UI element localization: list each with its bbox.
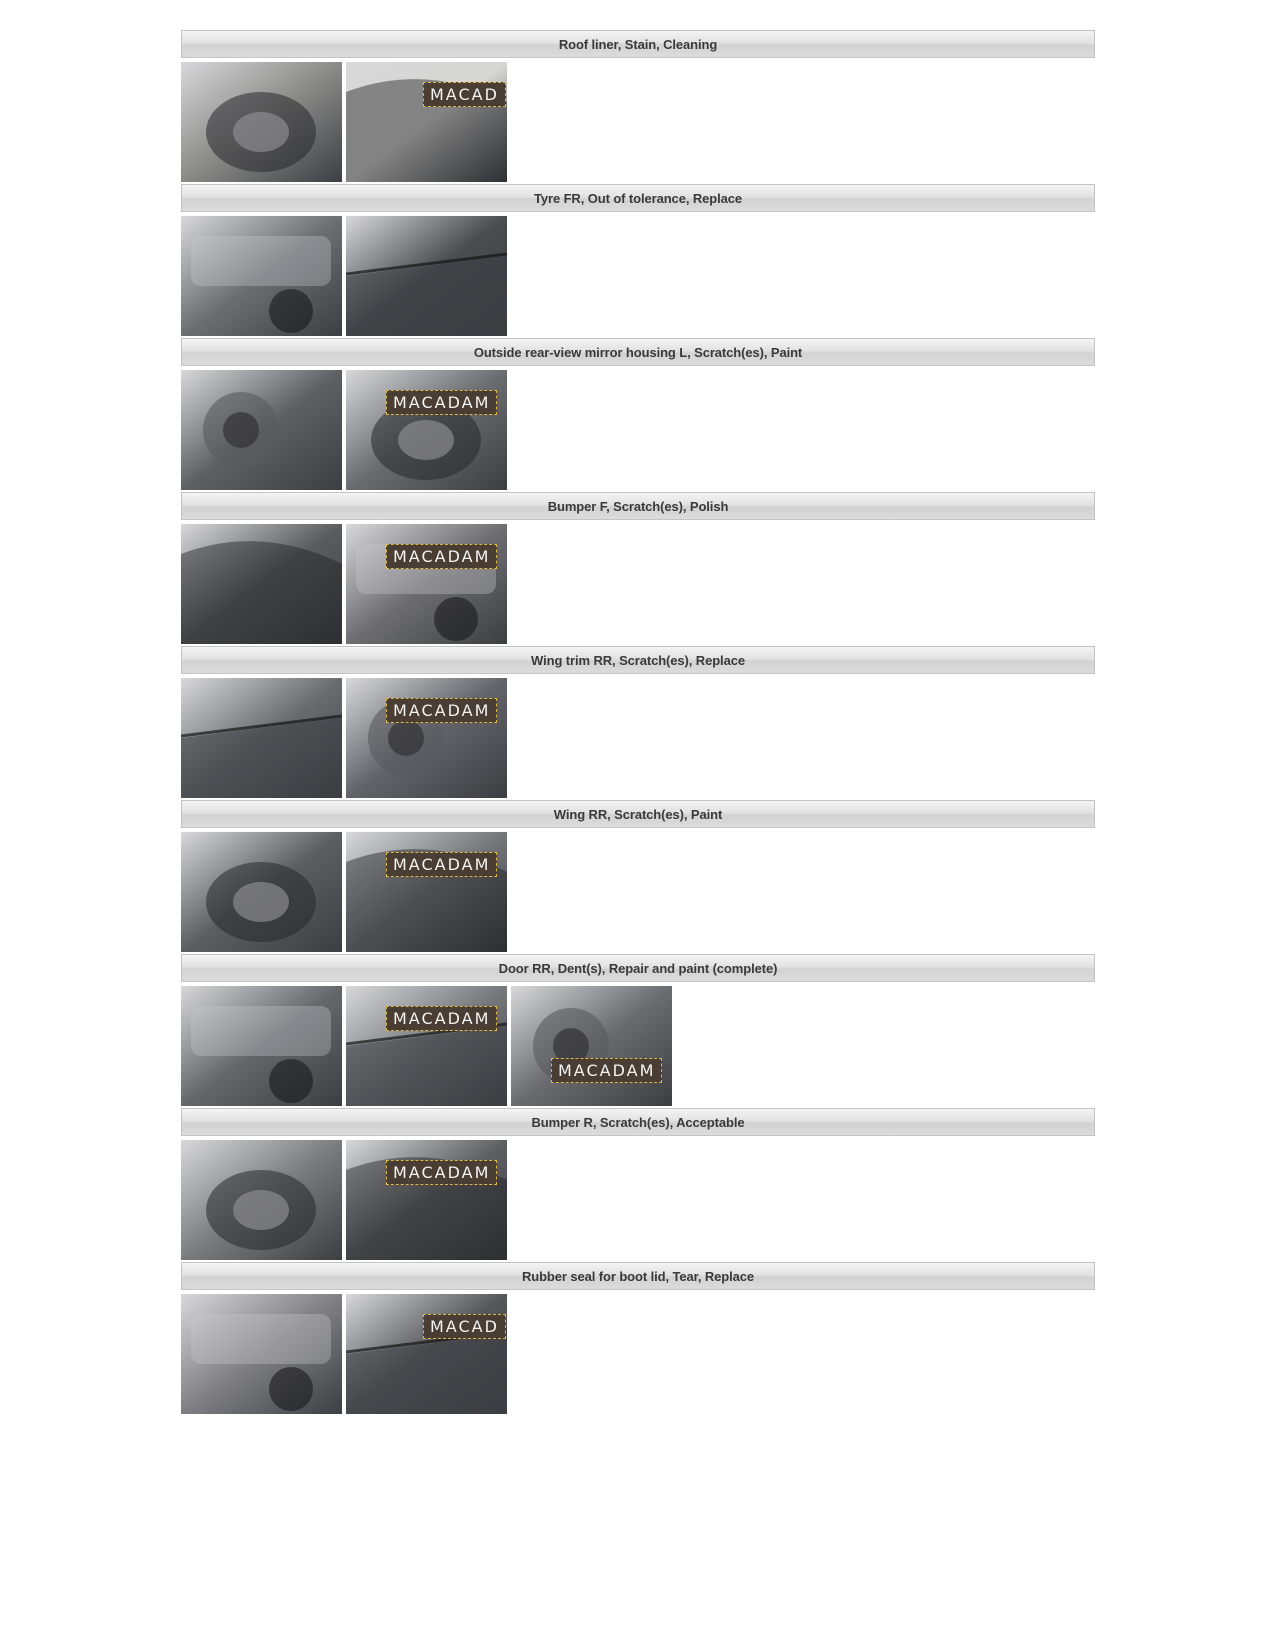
damage-photo-rear-wing-photo[interactable] [181, 832, 342, 952]
damage-photo-car-front-photo[interactable] [181, 524, 342, 644]
macadam-tag: MACADAM [551, 1058, 662, 1083]
damage-report [181, 30, 1095, 1416]
section-header: Rubber seal for boot lid, Tear, Replace [181, 1262, 1095, 1290]
damage-photo-boot-seal-closeup-photo[interactable] [346, 1294, 507, 1414]
damage-photo-rear-door-photo[interactable] [181, 986, 342, 1106]
photo-row [181, 1290, 1095, 1416]
macadam-tag: MACAD [423, 1314, 506, 1339]
damage-photo-rubber-seal-photo[interactable] [346, 62, 507, 182]
macadam-tag: MACADAM [386, 544, 497, 569]
damage-photo-wheel-photo[interactable] [181, 216, 342, 336]
macadam-tag: MACADAM [386, 698, 497, 723]
photo-row [181, 366, 1095, 492]
photo-row [181, 1136, 1095, 1262]
damage-photo-bumper-closeup-photo[interactable] [346, 524, 507, 644]
damage-photo-rear-bumper-closeup-photo[interactable] [346, 1140, 507, 1260]
damage-photo-open-boot-photo[interactable] [181, 1294, 342, 1414]
damage-photo-wing-trim-closeup-photo[interactable] [346, 678, 507, 798]
macadam-tag: MACADAM [386, 852, 497, 877]
macadam-tag: MACADAM [386, 390, 497, 415]
section-header: Wing trim RR, Scratch(es), Replace [181, 646, 1095, 674]
section-header: Tyre FR, Out of tolerance, Replace [181, 184, 1095, 212]
damage-photo-wing-closeup-photo[interactable] [346, 832, 507, 952]
photo-row [181, 212, 1095, 338]
section-header: Bumper F, Scratch(es), Polish [181, 492, 1095, 520]
section-header: Door RR, Dent(s), Repair and paint (complete) [181, 954, 1095, 982]
damage-photo-tread-gauge-photo[interactable] [346, 216, 507, 336]
damage-photo-door-dent-photo[interactable] [346, 986, 507, 1106]
damage-photo-rear-wheel-photo[interactable] [181, 678, 342, 798]
damage-photo-car-rear-photo[interactable] [181, 1140, 342, 1260]
photo-row [181, 520, 1095, 646]
photo-row [181, 982, 1095, 1108]
damage-photo-door-dent-closeup-photo[interactable] [511, 986, 672, 1106]
photo-row [181, 674, 1095, 800]
photo-row [181, 828, 1095, 954]
section-header: Roof liner, Stain, Cleaning [181, 30, 1095, 58]
section-header: Bumper R, Scratch(es), Acceptable [181, 1108, 1095, 1136]
damage-photo-mirror-photo[interactable] [181, 370, 342, 490]
macadam-tag: MACADAM [386, 1160, 497, 1185]
macadam-tag: MACADAM [386, 1006, 497, 1031]
section-header: Outside rear-view mirror housing L, Scratch(es), Paint [181, 338, 1095, 366]
section-header: Wing RR, Scratch(es), Paint [181, 800, 1095, 828]
damage-photo-boot-interior-photo[interactable] [181, 62, 342, 182]
photo-row [181, 58, 1095, 184]
macadam-tag: MACAD [423, 82, 506, 107]
damage-photo-mirror-closeup-photo[interactable] [346, 370, 507, 490]
